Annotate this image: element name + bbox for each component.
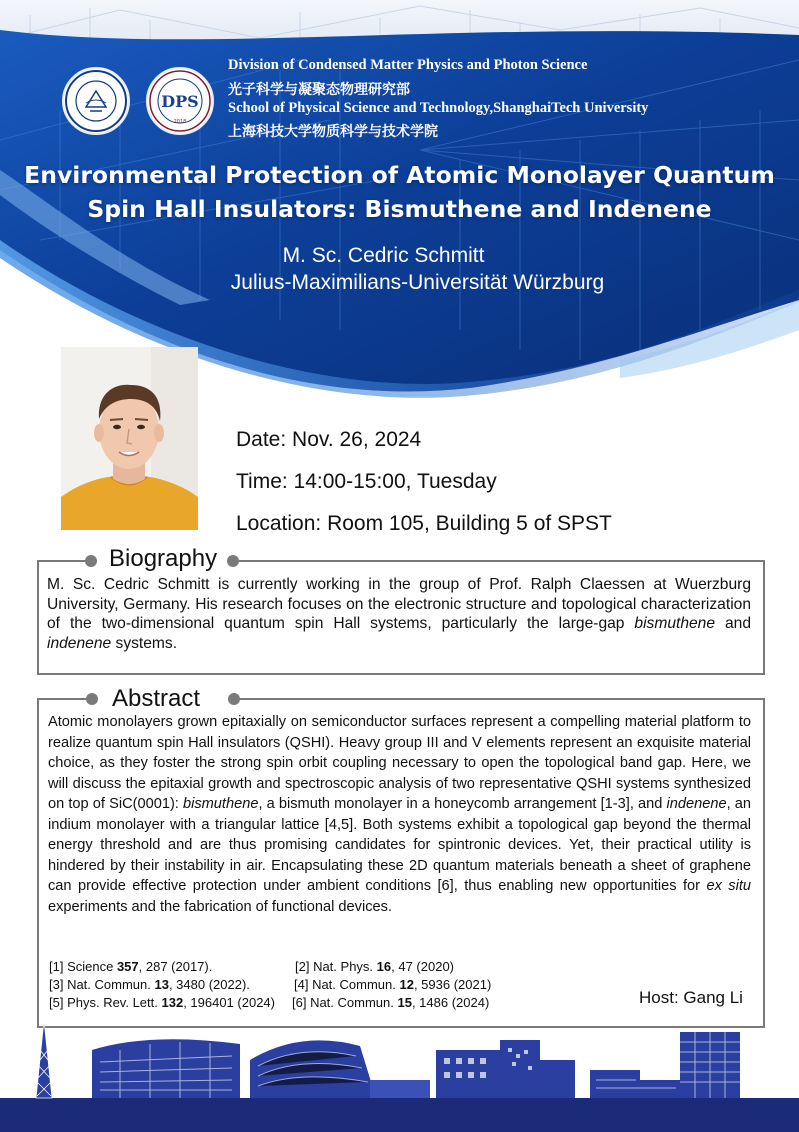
speaker-affiliation: Julius-Maximilians-Universität Würzburg <box>230 271 605 294</box>
reference-5-source: [5] Phys. Rev. Lett. <box>49 995 162 1010</box>
speaker-name: M. Sc. Cedric Schmitt <box>282 244 485 267</box>
host-name: Host: Gang Li <box>639 988 743 1007</box>
abstract-text-part-4: experiments and the fabrication of functional devices. <box>48 898 392 915</box>
abstract-rule-right <box>236 698 763 700</box>
abstract-text-part-2: , a bismuth monolayer in a honeycomb arrangement [1-3], and <box>258 796 667 812</box>
reference-5-pages: , 196401 (2024) <box>183 995 275 1010</box>
event-time: Time: 14:00-15:00, Tuesday <box>236 470 497 493</box>
reference-3-pages: , 3480 (2022). <box>168 977 250 992</box>
org-line-school-en: School of Physical Science and Technology,ShanghaiTech University <box>228 100 649 116</box>
reference-2-pages: , 47 (2020) <box>391 959 454 974</box>
dps-logo <box>146 67 214 135</box>
reference-4-volume: 12 <box>399 977 414 992</box>
biography-text-part-1: M. Sc. Cedric Schmitt is currently working in the group of Prof. Ralph Claessen at Wuerzburg University, Germany. His research focuses on the electronic structure and topological characterization of the two-dimensional quantum spin Hall systems, particularly the large-gap <box>47 576 751 632</box>
abstract-rule-left <box>39 698 89 700</box>
reference-1-pages: , 287 (2017). <box>138 959 213 974</box>
reference-5-volume: 132 <box>161 995 184 1010</box>
shanghaitech-logo <box>62 67 130 135</box>
org-line-division-en: Division of Condensed Matter Physics and Photon Science <box>228 57 588 73</box>
reference-4 <box>294 977 491 992</box>
reference-4-pages: , 5936 (2021) <box>413 977 492 992</box>
abstract-em-bismuthene: bismuthene <box>183 796 259 812</box>
org-line-division-zh: 光子科学与凝聚态物理研究部 <box>228 82 410 98</box>
reference-1-source: [1] Science <box>49 959 117 974</box>
reference-4-source: [4] Nat. Commun. <box>294 977 400 992</box>
event-date: Date: Nov. 26, 2024 <box>236 428 422 451</box>
biography-heading: Biography <box>109 545 218 572</box>
biography-text-part-3: systems. <box>111 634 178 652</box>
abstract-em-ex-situ: ex situ <box>706 878 751 894</box>
reference-6-pages: , 1486 (2024) <box>411 995 490 1010</box>
biography-em-bismuthene: bismuthene <box>634 615 716 632</box>
abstract-text-part-3: , an indium monolayer with a triangular lattice [4,5]. Both systems exhibit a topological gap beyond the thermal energy threshold and are thus promising candidates for spintronic devices. Yet, their practical utility is hindered by their instability in air. Encapsulating these 2D quantum materials beneath a sheet of graphene can provide effective protection under ambient conditions [6], thus enabling new opportunities for <box>48 796 752 894</box>
footer-buildings <box>0 1010 799 1132</box>
dps-logo-mark: DPS <box>161 92 199 111</box>
talk-title-line-2: Spin Hall Insulators: Bismuthene and Indenene <box>87 195 712 223</box>
reference-1 <box>49 959 212 974</box>
reference-6-volume: 15 <box>397 995 412 1010</box>
reference-2-source: [2] Nat. Phys. <box>295 959 377 974</box>
abstract-text <box>48 712 751 917</box>
reference-3-volume: 13 <box>154 977 169 992</box>
talk-title <box>0 158 799 226</box>
event-location: Location: Room 105, Building 5 of SPST <box>236 512 612 535</box>
biography-section <box>37 545 765 675</box>
reference-3 <box>49 977 250 992</box>
dps-logo-year: 2018 <box>173 119 187 125</box>
biography-dot-left <box>85 555 97 567</box>
abstract-heading: Abstract <box>112 685 201 712</box>
biography-text <box>47 575 751 653</box>
org-line-school-zh: 上海科技大学物质科学与技术学院 <box>228 124 438 140</box>
reference-1-volume: 357 <box>116 959 139 974</box>
abstract-em-indenene: indenene <box>666 796 727 812</box>
abstract-text-part-1: Atomic monolayers grown epitaxially on semiconductor surfaces represent a compelling material platform to realize quantum spin Hall insulators (QSHI). Heavy group III and V elements represent an exquisite material choice, as they foster the strong spin orbit coupling necessary to open the topological band gap. Here, we will discuss the epitaxial growth and spectroscopic analysis of two representative QSHI systems synthesized on top of SiC(0001): <box>48 714 751 812</box>
reference-3-source: [3] Nat. Commun. <box>49 977 155 992</box>
reference-5 <box>49 995 275 1010</box>
reference-2 <box>295 959 454 974</box>
abstract-dot-left <box>86 693 98 705</box>
biography-em-indenene: indenene <box>47 634 112 652</box>
speaker-photo <box>61 347 198 530</box>
biography-rule-right <box>235 560 763 562</box>
reference-6 <box>292 995 489 1010</box>
biography-rule-left <box>39 560 89 562</box>
reference-2-volume: 16 <box>376 959 392 974</box>
talk-title-line-1: Environmental Protection of Atomic Monolayer Quantum <box>24 161 775 189</box>
abstract-section <box>37 685 765 1028</box>
reference-6-source: [6] Nat. Commun. <box>292 995 398 1010</box>
biography-text-part-2: and <box>715 615 751 632</box>
